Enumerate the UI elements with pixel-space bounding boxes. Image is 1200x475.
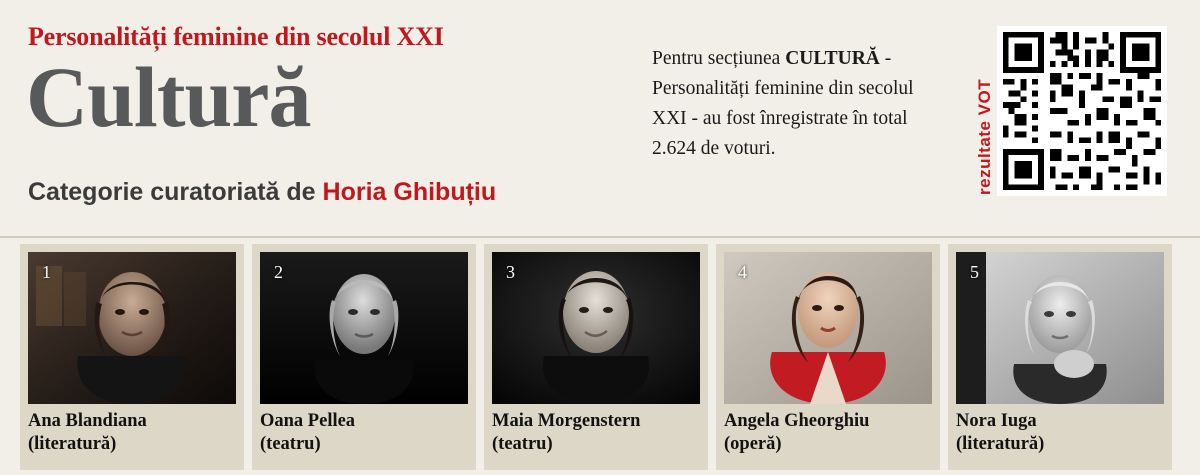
rank-number: 1 [42,262,51,282]
card-caption [724,410,936,456]
portrait-photo [724,252,932,404]
portrait-photo [28,252,236,404]
section-divider [0,236,1200,238]
rank-number: 3 [506,262,515,282]
list-item[interactable] [484,244,708,470]
person-field: (teatru) [492,434,553,454]
card-caption [956,410,1168,456]
blurb-line-1: Pentru secțiunea [652,48,786,69]
kicker-text: Personalități feminine din secolul XXI [28,22,444,51]
curator-line [28,178,496,207]
ranking-card-list [20,244,1182,470]
portrait-photo [260,252,468,404]
person-field: (literatură) [956,434,1045,454]
person-name: Maia Morgenstern [492,411,641,431]
person-field: (operă) [724,434,782,454]
qr-code-icon[interactable] [997,26,1167,196]
card-caption [28,410,240,456]
blurb-section-name: CULTURĂ [785,48,880,69]
person-name: Oana Pellea [260,411,356,431]
list-item[interactable] [252,244,476,470]
list-item[interactable] [20,244,244,470]
portrait-photo [492,252,700,404]
person-name: Nora Iuga [956,411,1037,431]
rank-number: 5 [970,262,979,282]
curator-prefix: Categorie curatoriată de [28,178,323,206]
blurb-rest: - Personalități feminine din secolul XXI - au fost înregistrate în total 2.624 de voturi. [652,48,914,159]
card-caption [492,410,704,456]
person-name: Angela Gheorghiu [724,411,870,431]
person-name: Ana Blandiana [28,411,147,431]
card-caption [260,410,472,456]
list-item[interactable] [948,244,1172,470]
list-item[interactable] [716,244,940,470]
vote-results-label [955,30,994,200]
vote-summary-text [652,44,920,164]
rank-number: 2 [274,262,283,282]
person-field: (teatru) [260,434,321,454]
rank-number: 4 [738,262,747,282]
page-title: Cultură [26,49,311,145]
vote-results-label-text: rezultate VOT [975,78,994,195]
curator-name: Horia Ghibuțiu [322,178,497,206]
person-field: (literatură) [28,434,117,454]
portrait-photo [956,252,1164,404]
